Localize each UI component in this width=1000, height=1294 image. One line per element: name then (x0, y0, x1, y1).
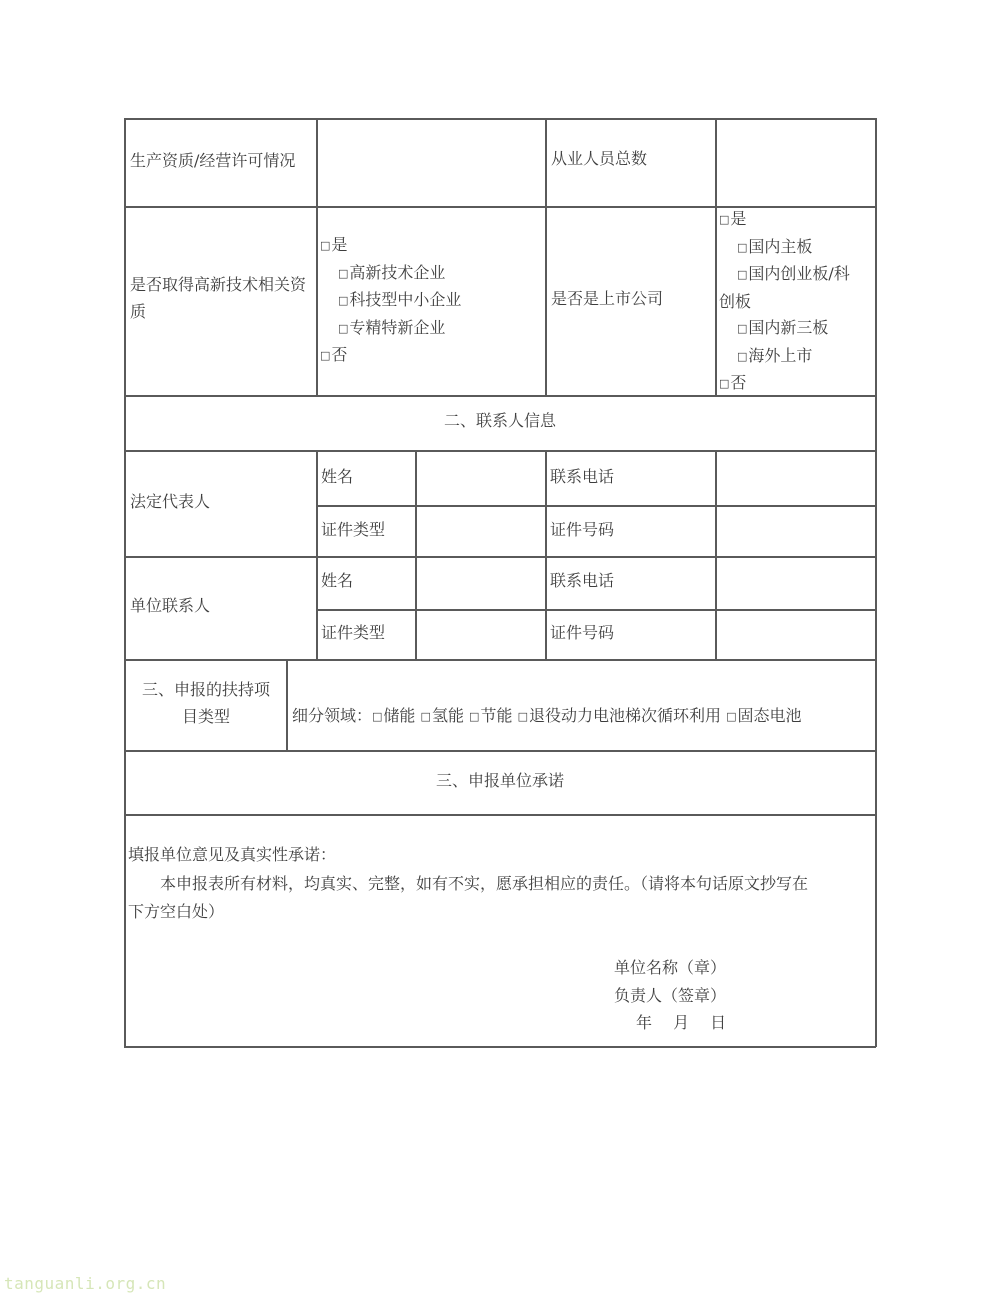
listed-option-yes[interactable]: □是 (719, 206, 873, 234)
checkbox-icon[interactable]: □ (320, 349, 331, 362)
unit-contact-id-type-label: 证件类型 (321, 623, 386, 642)
table-border-bottom (124, 1046, 876, 1048)
unit-contact-id-number-label: 证件号码 (550, 623, 615, 642)
checkbox-icon[interactable]: □ (726, 710, 737, 723)
sign-person: 负责人（签章） (614, 986, 727, 1005)
legal-rep-phone-label: 联系电话 (550, 467, 615, 486)
checkbox-icon[interactable]: □ (338, 266, 349, 280)
row-divider (124, 814, 876, 816)
listed-option-no[interactable]: □否 (719, 370, 873, 398)
unit-contact-phone-input[interactable] (717, 558, 875, 608)
legal-rep-phone-input[interactable] (717, 452, 875, 504)
row-divider (124, 750, 876, 752)
commitment-statement-line2: 下方空白处） (128, 902, 225, 921)
checkbox-icon[interactable]: □ (737, 349, 748, 363)
option-energy-saving[interactable]: □节能 (469, 706, 512, 725)
checkbox-icon[interactable]: □ (469, 710, 480, 723)
checkbox-icon[interactable]: □ (420, 710, 431, 723)
checkbox-icon[interactable]: □ (737, 240, 748, 254)
listed-option-chinext-wrap: 创板 (719, 291, 752, 311)
option-battery-recycling[interactable]: □退役动力电池梯次循环利用 (518, 706, 721, 725)
hightech-options (320, 232, 461, 370)
listed-options (719, 206, 873, 398)
option-solid-state-battery[interactable]: □固态电池 (726, 706, 801, 725)
qualification-label: 生产资质/经营许可情况 (130, 151, 296, 170)
hightech-label-line2: 质 (130, 301, 147, 321)
project-type-field (292, 703, 802, 731)
legal-rep-id-number-input[interactable] (717, 507, 875, 555)
section-title-contacts: 二、联系人信息 (443, 411, 556, 430)
checkbox-icon[interactable]: □ (338, 294, 349, 307)
unit-contact-label: 单位联系人 (130, 596, 211, 615)
table-border-right (875, 118, 877, 1047)
unit-contact-id-number-input[interactable] (717, 611, 875, 658)
legal-rep-name-label: 姓名 (321, 467, 354, 486)
watermark-text: tanguanli.org.cn (4, 1274, 167, 1293)
hightech-option-specialized[interactable]: □专精特新企业 (320, 315, 461, 343)
checkbox-icon[interactable]: □ (737, 268, 748, 281)
project-type-prefix: 细分领域： (292, 706, 373, 725)
listed-option-neeq[interactable]: □国内新三板 (719, 315, 873, 343)
sign-date: 年 月 日 (636, 1013, 727, 1032)
legal-rep-name-input[interactable] (417, 452, 544, 504)
unit-contact-name-input[interactable] (417, 558, 544, 608)
section-title-commitment: 三、申报单位承诺 (435, 771, 564, 790)
qualification-input[interactable] (318, 120, 544, 206)
row-divider (124, 659, 876, 661)
hightech-option-tech-sme[interactable]: □科技型中小企业 (320, 287, 461, 315)
employees-label: 从业人员总数 (551, 149, 648, 168)
unit-contact-id-type-input[interactable] (417, 611, 544, 658)
sign-unit-name: 单位名称（章） (614, 958, 727, 977)
checkbox-icon[interactable]: □ (320, 239, 331, 252)
legal-rep-id-type-label: 证件类型 (321, 520, 386, 539)
legal-rep-id-type-input[interactable] (417, 507, 544, 555)
option-hydrogen[interactable]: □氢能 (421, 706, 464, 725)
checkbox-icon[interactable]: □ (338, 321, 349, 335)
unit-contact-name-label: 姓名 (321, 571, 354, 590)
checkbox-icon[interactable]: □ (719, 213, 730, 226)
hightech-option-no[interactable]: □否 (320, 342, 461, 370)
listed-label: 是否是上市公司 (551, 289, 664, 308)
hightech-option-yes[interactable]: □是 (320, 232, 461, 260)
col-divider (545, 450, 547, 659)
listed-option-overseas[interactable]: □海外上市 (719, 343, 873, 371)
col-divider (286, 659, 288, 750)
employees-input[interactable] (717, 120, 875, 206)
hightech-option-high-tech-enterprise[interactable]: □高新技术企业 (320, 260, 461, 288)
legal-rep-id-number-label: 证件号码 (550, 520, 615, 539)
legal-rep-label: 法定代表人 (130, 492, 211, 511)
checkbox-icon[interactable]: □ (719, 377, 730, 390)
commitment-writing-area[interactable] (126, 930, 874, 950)
project-type-label: 三、申报的扶持项 目类型 (141, 680, 270, 726)
commitment-heading: 填报单位意见及真实性承诺： (128, 845, 337, 864)
commitment-statement-line1: 本申报表所有材料，均真实、完整，如有不实，愿承担相应的责任。（请将本句话原文抄写在 (160, 874, 809, 893)
col-divider (545, 118, 547, 395)
checkbox-icon[interactable]: □ (372, 710, 383, 723)
hightech-label-line1: 是否取得高新技术相关资 (130, 275, 307, 294)
table-border-left (124, 118, 126, 1047)
checkbox-icon[interactable]: □ (517, 710, 528, 723)
option-energy-storage[interactable]: □储能 (372, 706, 415, 725)
hightech-label (130, 272, 314, 325)
col-divider (316, 450, 318, 659)
unit-contact-phone-label: 联系电话 (550, 571, 615, 590)
listed-option-chinext[interactable]: □国内创业板/科 (719, 261, 873, 289)
listed-option-main-board[interactable]: □国内主板 (719, 234, 873, 262)
checkbox-icon[interactable]: □ (737, 322, 748, 335)
